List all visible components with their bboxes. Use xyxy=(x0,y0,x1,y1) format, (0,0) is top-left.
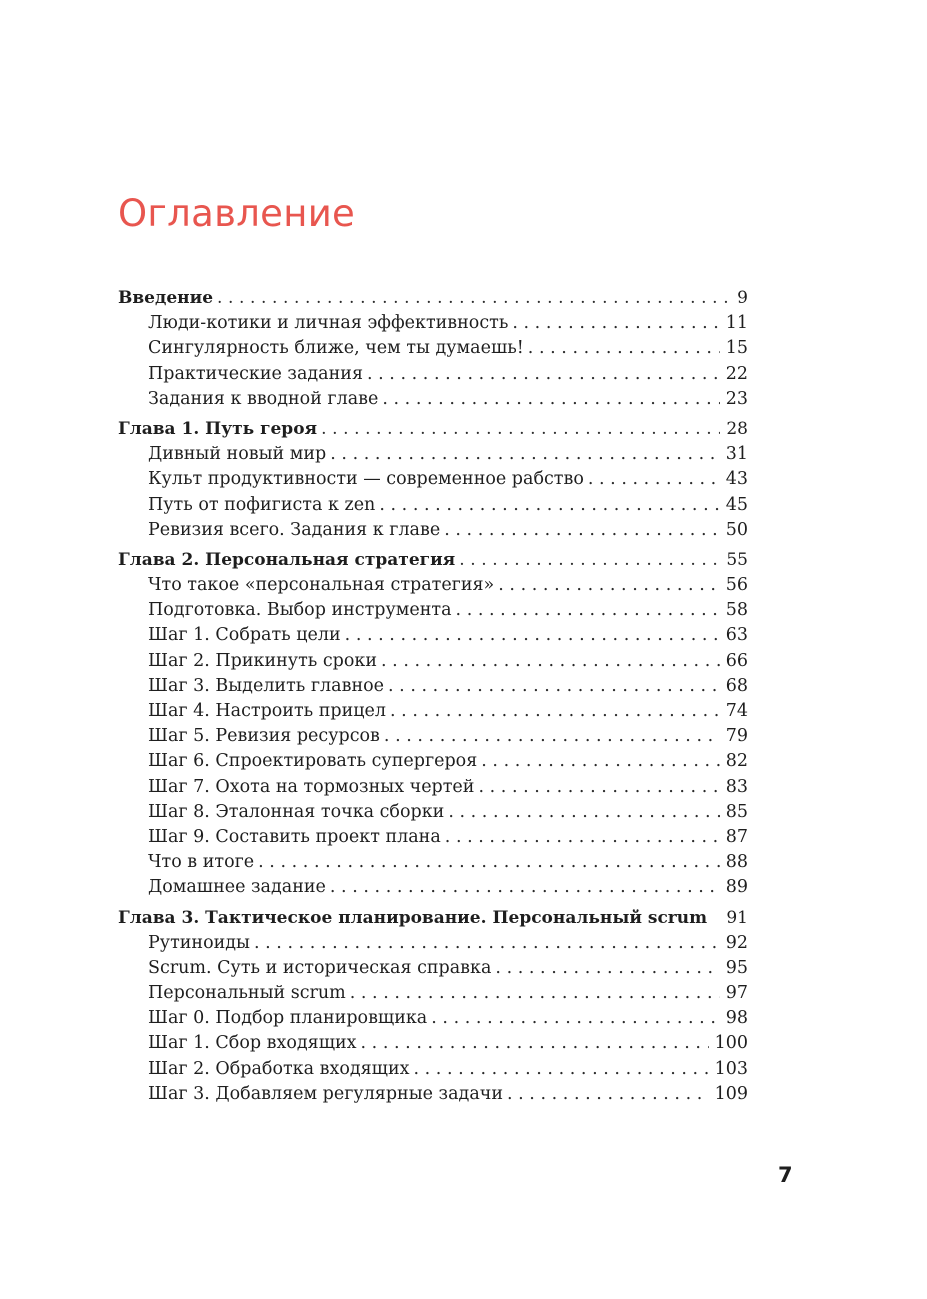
toc-dot-leader xyxy=(258,850,720,875)
toc-entry-title: Что в итоге xyxy=(148,852,255,873)
toc-dot-leader xyxy=(448,800,719,825)
toc-entry-title: Люди-котики и личная эффективность xyxy=(148,313,509,334)
toc-entry-page: 95 xyxy=(725,957,748,978)
toc-entry-title: Глава 3. Тактическое планирование. Персональный scrum xyxy=(118,907,708,928)
toc-dot-leader xyxy=(381,649,720,674)
toc-chapter-entry[interactable] xyxy=(118,906,748,931)
toc-entry-title: Путь от пофигиста к zen xyxy=(148,494,376,515)
toc-entry-page: 83 xyxy=(725,776,748,797)
toc-entry-title: Ревизия всего. Задания к главе xyxy=(148,519,441,540)
toc-entry-title: Шаг 3. Выделить главное xyxy=(148,675,384,696)
table-of-contents xyxy=(118,286,748,1107)
toc-entry-page: 58 xyxy=(725,600,748,621)
toc-entry-page: 87 xyxy=(725,826,748,847)
toc-section-entry[interactable] xyxy=(118,825,748,850)
toc-entry-page: 109 xyxy=(714,1083,748,1104)
toc-dot-leader xyxy=(388,674,720,699)
toc-entry-title: Культ продуктивности — современное рабство xyxy=(148,469,584,490)
toc-entry-page: 98 xyxy=(725,1008,748,1029)
toc-dot-leader xyxy=(367,362,720,387)
toc-section-entry[interactable] xyxy=(118,1082,748,1107)
toc-section-entry[interactable] xyxy=(118,311,748,336)
toc-entry-page: 85 xyxy=(725,801,748,822)
toc-dot-leader xyxy=(456,598,720,623)
toc-dot-leader xyxy=(588,467,720,492)
toc-entry-page: 15 xyxy=(725,338,748,359)
toc-entry-title: Персональный scrum xyxy=(148,983,346,1004)
toc-section-entry[interactable] xyxy=(118,875,748,900)
toc-entry-title: Рутиноиды xyxy=(148,932,250,953)
toc-section-entry[interactable] xyxy=(118,598,748,623)
toc-entry-page: 43 xyxy=(725,469,748,490)
toc-entry-title: Дивный новый мир xyxy=(148,444,327,465)
toc-dot-leader xyxy=(330,442,719,467)
toc-entry-page: 88 xyxy=(725,852,748,873)
toc-entry-page: 23 xyxy=(725,388,748,409)
toc-entry-title: Шаг 9. Составить проект плана xyxy=(148,826,441,847)
toc-entry-title: Подготовка. Выбор инструмента xyxy=(148,600,452,621)
toc-section-entry[interactable] xyxy=(118,1006,748,1031)
toc-entry-title: Глава 2. Персональная стратегия xyxy=(118,549,456,570)
toc-entry-page: 92 xyxy=(725,932,748,953)
toc-section-entry[interactable] xyxy=(118,981,748,1006)
toc-entry-page: 103 xyxy=(714,1058,748,1079)
toc-entry-page: 82 xyxy=(725,751,748,772)
toc-chapter-entry[interactable] xyxy=(118,548,748,573)
toc-section-entry[interactable] xyxy=(118,442,748,467)
toc-section-entry[interactable] xyxy=(118,623,748,648)
toc-section-entry[interactable] xyxy=(118,749,748,774)
toc-dot-leader xyxy=(498,573,719,598)
toc-entry-page: 28 xyxy=(726,418,748,439)
toc-dot-leader xyxy=(507,1082,709,1107)
toc-entry-title: Шаг 2. Обработка входящих xyxy=(148,1058,410,1079)
toc-dot-leader xyxy=(361,1031,709,1056)
toc-entry-page: 63 xyxy=(725,625,748,646)
page-title: Оглавление xyxy=(118,192,356,235)
toc-entry-page: 68 xyxy=(725,675,748,696)
toc-entry-page: 9 xyxy=(737,288,748,308)
toc-dot-leader xyxy=(444,518,720,543)
toc-entry-title: Шаг 1. Сбор входящих xyxy=(148,1033,357,1054)
toc-section-entry[interactable] xyxy=(118,467,748,492)
toc-section-entry[interactable] xyxy=(118,649,748,674)
toc-entry-title: Шаг 3. Добавляем регулярные задачи xyxy=(148,1083,503,1104)
toc-dot-leader xyxy=(512,311,719,336)
toc-chapter-entry[interactable] xyxy=(118,417,748,442)
toc-dot-leader xyxy=(478,775,719,800)
toc-entry-page: 22 xyxy=(725,363,748,384)
toc-dot-leader xyxy=(345,623,720,648)
toc-entry-title: Что такое «персональная стратегия» xyxy=(148,575,495,596)
toc-entry-title: Сингулярность ближе, чем ты думаешь! xyxy=(148,338,524,359)
toc-section-entry[interactable] xyxy=(118,775,748,800)
toc-section-entry[interactable] xyxy=(118,800,748,825)
toc-dot-leader xyxy=(379,493,719,518)
toc-section-entry[interactable] xyxy=(118,1031,748,1056)
toc-entry-title: Шаг 5. Ревизия ресурсов xyxy=(148,726,380,747)
toc-entry-page: 66 xyxy=(725,650,748,671)
toc-dot-leader xyxy=(350,981,720,1006)
toc-dot-leader xyxy=(495,956,719,981)
toc-dot-leader xyxy=(217,286,731,311)
toc-dot-leader xyxy=(445,825,720,850)
toc-dot-leader xyxy=(384,724,720,749)
toc-entry-title: Шаг 8. Эталонная точка сборки xyxy=(148,801,445,822)
toc-entry-title: Глава 1. Путь героя xyxy=(118,418,318,439)
toc-dot-leader xyxy=(413,1057,708,1082)
toc-entry-title: Шаг 1. Собрать цели xyxy=(148,625,341,646)
toc-entry-page: 45 xyxy=(725,494,748,515)
toc-entry-page: 100 xyxy=(714,1033,748,1054)
toc-dot-leader xyxy=(459,548,720,573)
toc-entry-page: 55 xyxy=(726,549,748,570)
toc-entry-title: Задания к вводной главе xyxy=(148,388,379,409)
toc-chapter-entry[interactable] xyxy=(118,286,748,311)
toc-entry-title: Шаг 7. Охота на тормозных чертей xyxy=(148,776,475,797)
toc-section-entry[interactable] xyxy=(118,387,748,412)
page-number: 7 xyxy=(778,1163,793,1187)
toc-section-entry[interactable] xyxy=(118,573,748,598)
toc-entry-page: 79 xyxy=(725,726,748,747)
toc-section-entry[interactable] xyxy=(118,518,748,543)
toc-section-entry[interactable] xyxy=(118,1057,748,1082)
toc-dot-leader xyxy=(390,699,720,724)
toc-dot-leader xyxy=(330,875,720,900)
toc-section-entry[interactable] xyxy=(118,674,748,699)
toc-entry-page: 97 xyxy=(725,983,748,1004)
toc-dot-leader xyxy=(528,336,720,361)
toc-entry-title: Практические задания xyxy=(148,363,363,384)
toc-entry-title: Шаг 6. Спроектировать супергероя xyxy=(148,751,478,772)
toc-entry-title: Scrum. Суть и историческая справка xyxy=(148,957,492,978)
toc-section-entry[interactable] xyxy=(118,931,748,956)
toc-dot-leader xyxy=(431,1006,719,1031)
toc-entry-title: Шаг 2. Прикинуть сроки xyxy=(148,650,377,671)
toc-section-entry[interactable] xyxy=(118,336,748,361)
toc-entry-page: 56 xyxy=(725,575,748,596)
toc-entry-title: Введение xyxy=(118,288,214,308)
toc-dot-leader xyxy=(382,387,719,412)
toc-entry-page: 11 xyxy=(725,313,748,334)
toc-section-entry[interactable] xyxy=(118,493,748,518)
toc-section-entry[interactable] xyxy=(118,362,748,387)
toc-entry-title: Шаг 0. Подбор планировщика xyxy=(148,1008,428,1029)
toc-section-entry[interactable] xyxy=(118,699,748,724)
toc-section-entry[interactable] xyxy=(118,850,748,875)
toc-entry-page: 91 xyxy=(726,907,748,928)
toc-dot-leader xyxy=(321,417,720,442)
toc-entry-page: 50 xyxy=(725,519,748,540)
toc-section-entry[interactable] xyxy=(118,956,748,981)
toc-dot-leader xyxy=(254,931,720,956)
toc-entry-page: 89 xyxy=(725,877,748,898)
toc-section-entry[interactable] xyxy=(118,724,748,749)
toc-entry-title: Шаг 4. Настроить прицел xyxy=(148,701,387,721)
toc-entry-title: Домашнее задание xyxy=(148,877,326,898)
toc-entry-page: 31 xyxy=(725,444,748,465)
toc-dot-leader xyxy=(481,749,719,774)
toc-entry-page: 74 xyxy=(725,701,748,721)
